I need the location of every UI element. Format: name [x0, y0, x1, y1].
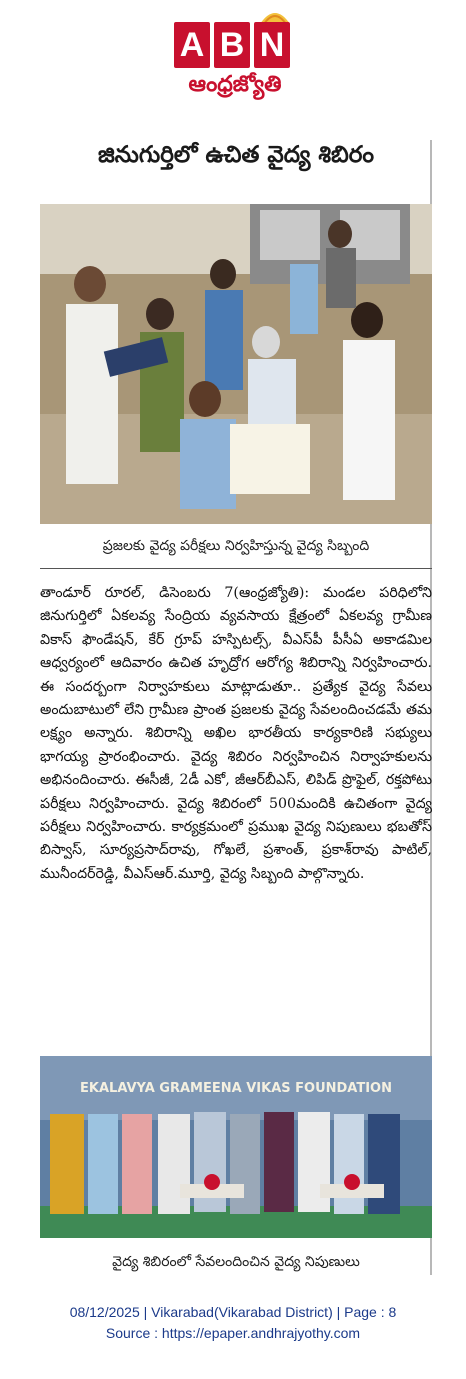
caption-divider — [40, 568, 432, 569]
logo-letter-b: B — [214, 22, 250, 68]
masthead — [0, 0, 466, 110]
banner-text: EKALAVYA GRAMEENA VIKAS FOUNDATION — [80, 1081, 392, 1096]
article — [36, 128, 436, 1278]
photo2-caption: వైద్య శిబిరంలో సేవలందించిన వైద్య నిపుణులు — [112, 1254, 360, 1270]
abn-logo — [174, 22, 294, 68]
photo1-caption: ప్రజలకు వైద్య పరీక్షలు నిర్వహిస్తున్న వైద్య సిబ్బంది — [102, 538, 370, 554]
page-footer — [0, 1302, 466, 1344]
masthead-subtitle: ఆంధ్రజ్యోతి — [188, 72, 282, 97]
medical-camp-photo — [40, 204, 432, 524]
doctors-group-photo — [40, 1056, 432, 1238]
logo-letter-n: N — [254, 22, 290, 68]
footer-source-line: Source : https://epaper.andhrajyothy.com — [105, 1325, 361, 1341]
logo-letter-a: A — [174, 22, 210, 68]
footer-edition-line: 08/12/2025 | Vikarabad(Vikarabad District) | Page : 8 — [69, 1304, 397, 1320]
article-headline: జినుగుర్తిలో ఉచిత వైద్య శిబిరం — [97, 142, 375, 168]
article-body: తాండూర్ రూరల్, డిసెంబరు 7(ఆంధ్రజ్యోతి): మండల పరిధిలోని జినుగుర్తిలో ఏకలవ్య సేంద్రియ వ్యవసాయ క్షేత్రంలో ఏకలవ్య గ్రామీణ వికాస్ ఫౌండేషన్, కేర్ గ్రూప్ హస్పిటల్స్, వీఎస్‌పీ పీసీఏ అకాడమిల ఆధ్వర్యంలో ఆదివారం ఉచిత హృద్రోగ ఆరోగ్య శిబిరాన్ని నిర్వహించారు. ఈ సందర్బంగా నిర్వాహకులు మాట్లాడుతూ.. ప్రత్యేక వైద్య సేవలు అందుబాటులో లేని గ్రామీణ ప్రాంత ప్రజలకు వైద్య సేవలందించడమే తమ లక్ష్యం అన్నారు. శిబిరాన్ని అఖిల భారతీయ కార్యకారిణి సభ్యులు భాగయ్య ప్రారంభించారు. వైద్య శిబిరం నిర్వహించిన నిర్వాహకులను అభినందించారు. ఈసీజీ, 2డీ ఎకో, జీఆర్‌బీఎస్, లిపిడ్ ప్రొఫైల్, రక్తపోటు పరీక్షలు నిర్వహించారు. వైద్య శిబిరంలో 500మందికి ఉచితంగా వైద్య పరీక్షలు నిర్వహించారు. కార్యక్రమంలో ప్రముఖ వైద్య నిపుణులు భబతోస్ బిస్వాస్, సూర్యప్రసాద్‌రావు, గోఖలే, ప్రశాంత్, ప్రకాశ్‌రావు పాటిల్, మునీందర్‌రెడ్డి, వీఎస్ఆర్.మూర్తి, వైద్య సిబ్బంది పాల్గొన్నారు. — [40, 585, 432, 882]
